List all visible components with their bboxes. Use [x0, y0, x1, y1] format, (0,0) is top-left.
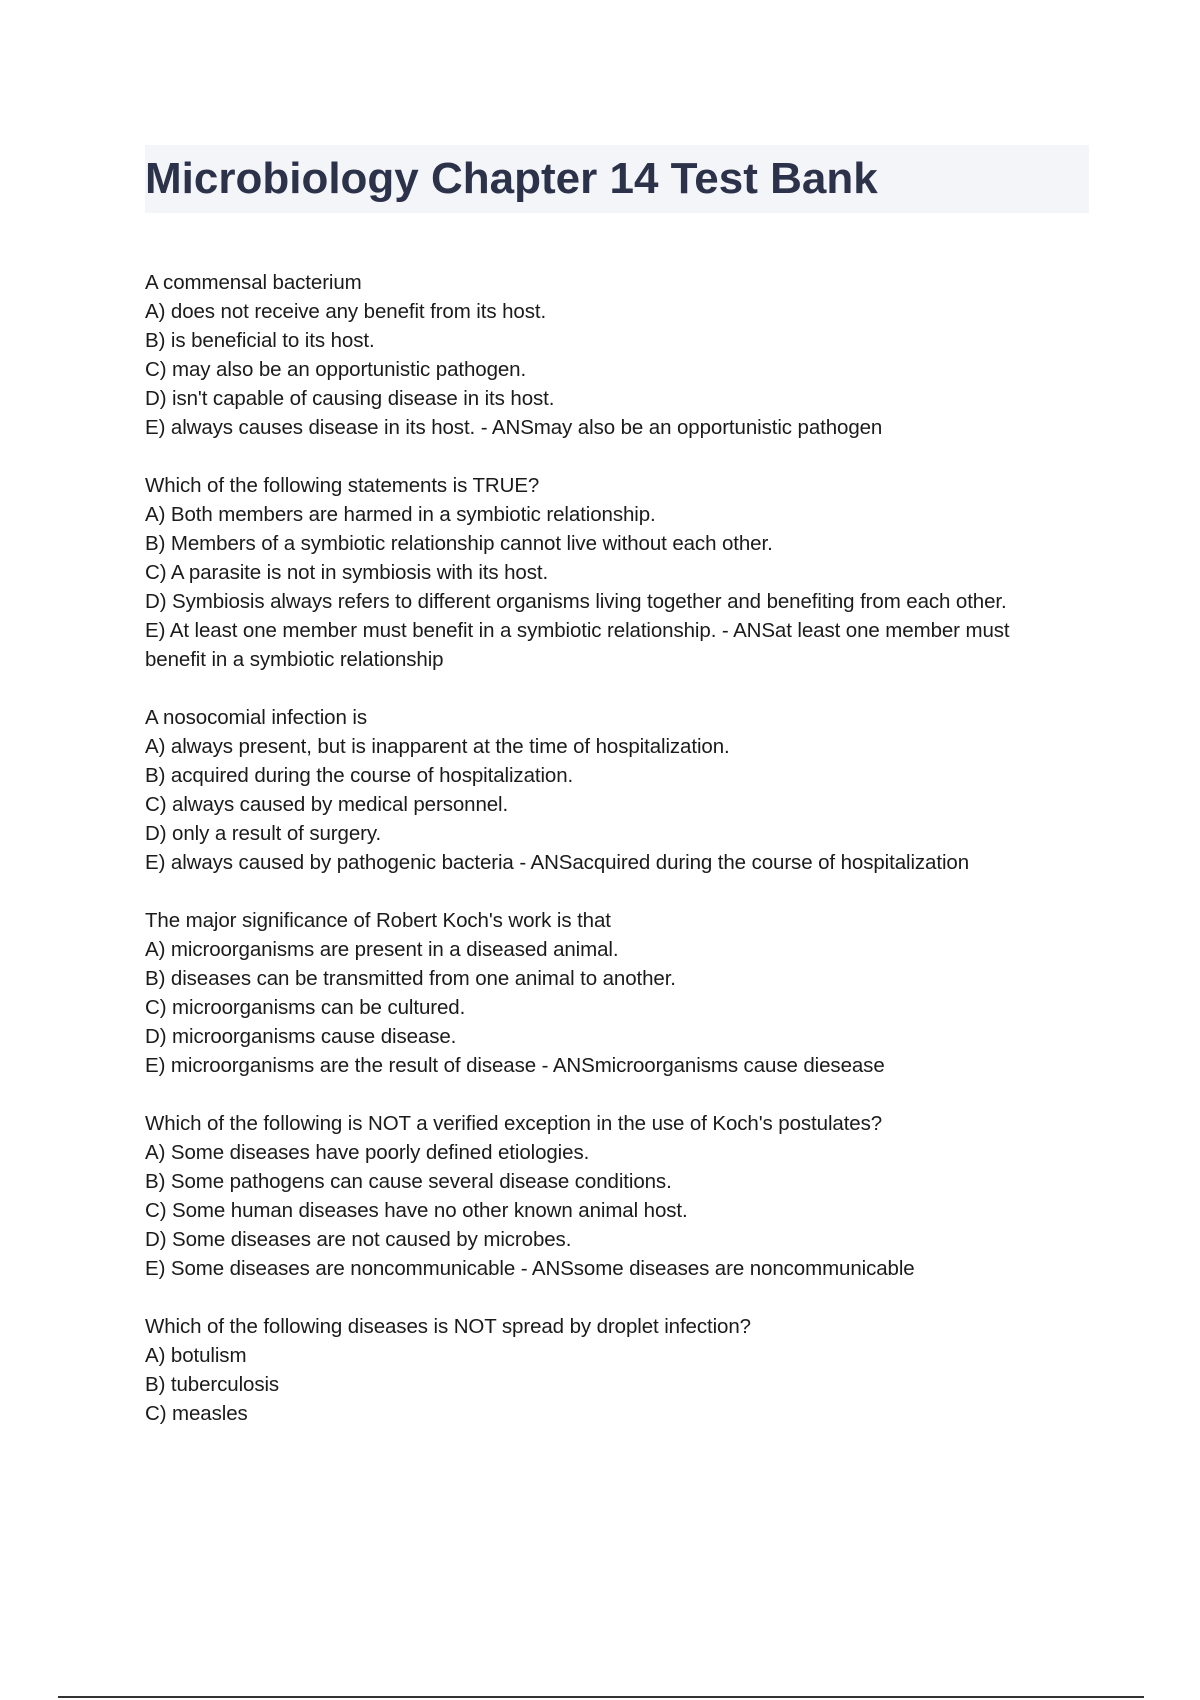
answer-option: D) only a result of surgery. — [145, 822, 382, 845]
question-stem: Which of the following is NOT a verified exception in the use of Koch's postulates? — [145, 1112, 883, 1135]
question-3 — [145, 703, 1105, 877]
question-stem: Which of the following diseases is NOT spread by droplet infection? — [145, 1315, 751, 1338]
answer-option: C) always caused by medical personnel. — [145, 793, 509, 816]
question-5 — [145, 1109, 1105, 1283]
answer-option: A) always present, but is inapparent at the time of hospitalization. — [145, 735, 730, 758]
question-stem: Which of the following statements is TRUE? — [145, 474, 540, 497]
answer-option: D) microorganisms cause disease. — [145, 1025, 457, 1048]
answer-option: C) measles — [145, 1402, 248, 1425]
answer-option: A) botulism — [145, 1344, 247, 1367]
answer-option: B) Some pathogens can cause several disease conditions. — [145, 1170, 672, 1193]
answer-option: D) isn't capable of causing disease in its host. — [145, 387, 555, 410]
answer-option-with-key: E) Some diseases are noncommunicable - ANSsome diseases are noncommunicable — [145, 1257, 915, 1280]
question-stem: A nosocomial infection is — [145, 706, 367, 729]
answer-option: D) Symbiosis always refers to different organisms living together and benefiting from each other. — [145, 590, 1007, 613]
answer-option-with-key: E) microorganisms are the result of disease - ANSmicroorganisms cause diesease — [145, 1054, 885, 1077]
answer-option: A) Some diseases have poorly defined etiologies. — [145, 1141, 590, 1164]
answer-option-with-key: E) At least one member must benefit in a symbiotic relationship. - ANSat least one member must benefit in a symbiotic relationship — [145, 619, 1010, 671]
answer-option-with-key: E) always caused by pathogenic bacteria - ANSacquired during the course of hospitalization — [145, 851, 970, 874]
answer-option: B) acquired during the course of hospitalization. — [145, 764, 574, 787]
answer-option: A) does not receive any benefit from its host. — [145, 300, 547, 323]
answer-option: B) tuberculosis — [145, 1373, 280, 1396]
question-6 — [145, 1312, 1105, 1428]
answer-option: B) is beneficial to its host. — [145, 329, 375, 352]
question-1 — [145, 268, 1105, 442]
question-stem: A commensal bacterium — [145, 271, 362, 294]
question-2 — [145, 471, 1105, 674]
answer-option: C) microorganisms can be cultured. — [145, 996, 466, 1019]
answer-option: A) microorganisms are present in a diseased animal. — [145, 938, 619, 961]
title-banner — [145, 145, 1089, 213]
answer-option: B) Members of a symbiotic relationship cannot live without each other. — [145, 532, 773, 555]
question-stem: The major significance of Robert Koch's work is that — [145, 909, 611, 932]
answer-option: C) Some human diseases have no other known animal host. — [145, 1199, 688, 1222]
answer-option-with-key: E) always causes disease in its host. - ANSmay also be an opportunistic pathogen — [145, 416, 883, 439]
page-bottom-rule — [58, 1696, 1144, 1698]
answer-option: C) A parasite is not in symbiosis with its host. — [145, 561, 549, 584]
answer-option: C) may also be an opportunistic pathogen. — [145, 358, 527, 381]
question-list — [145, 268, 1105, 1457]
page-title: Microbiology Chapter 14 Test Bank — [145, 154, 878, 203]
question-4 — [145, 906, 1105, 1080]
answer-option: A) Both members are harmed in a symbiotic relationship. — [145, 503, 656, 526]
answer-option: B) diseases can be transmitted from one animal to another. — [145, 967, 676, 990]
answer-option: D) Some diseases are not caused by microbes. — [145, 1228, 572, 1251]
